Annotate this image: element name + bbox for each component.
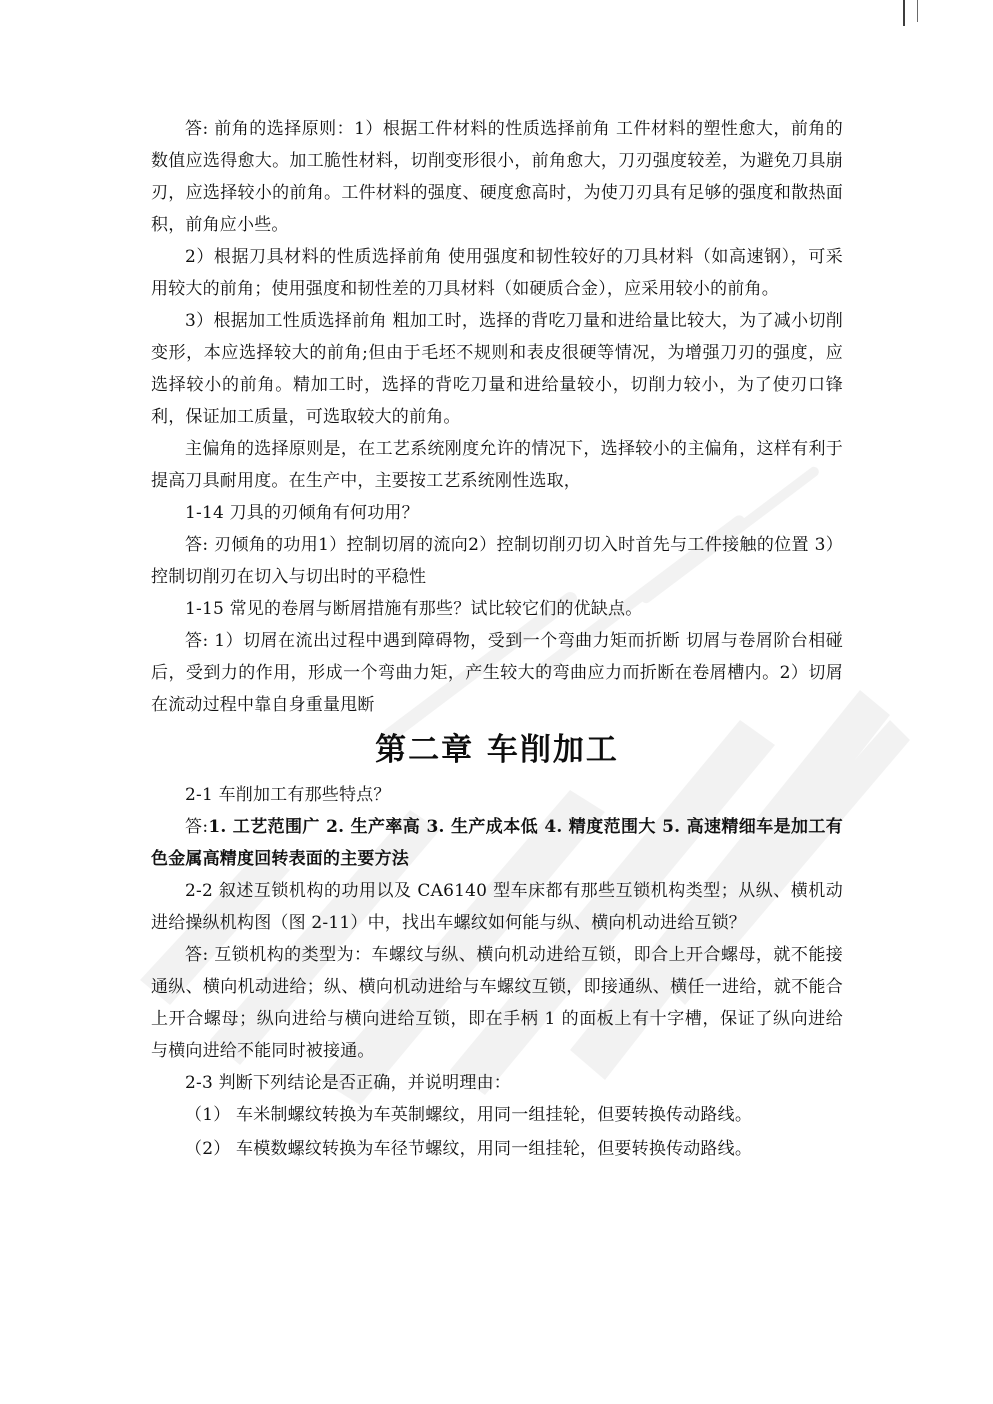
answer-1-15: 答: 1）切屑在流出过程中遇到障碍物，受到一个弯曲力矩而折断 切屑与卷屑阶台相碰后，受到力的作用，形成一个弯曲力矩，产生较大的弯曲应力而折断在卷屑槽内。2）切屑在流动过程中靠自身重量甩断 — [151, 631, 843, 715]
answer-1-14: 答: 刃倾角的功用1）控制切屑的流向2）控制切削刃切入时首先与工件接触的位置 3）控制切削刃在切入与切出时的平稳性 — [151, 535, 843, 587]
answer-label: 答: — [185, 817, 209, 837]
top-crop-mark — [903, 0, 905, 26]
statement-2-3-2: （2） 车模数螺纹转换为车径节螺纹，用同一组挂轮，但要转换传动路线。 — [185, 1139, 753, 1159]
answer-2-1-bold-text: 1. 工艺范围广 2. 生产率高 3. 生产成本低 4. 精度范围大 5. 高速精细车是加工有色金属高精度回转表面的主要方法 — [151, 817, 843, 869]
answer-2-1 — [151, 811, 843, 875]
paragraph-rake-angle-answer: 答: 前角的选择原则：1）根据工件材料的性质选择前角 工件材料的塑性愈大，前角的数值应选得愈大。加工脆性材料，切削变形很小，前角愈大，刀刃强度较差，为避免刀具崩刃，应选择较小的前角。工件材料的强度、硬度愈高时，为使刀刃具有足够的强度和散热面积，前角应小些。 — [151, 119, 843, 235]
statement-2-3-1: （1） 车米制螺纹转换为车英制螺纹，用同一组挂轮，但要转换传动路线。 — [185, 1105, 753, 1125]
question-2-2: 2-2 叙述互锁机构的功用以及 CA6140 型车床都有那些互锁机构类型；从纵、横机动进给操纵机构图（图 2-11）中，找出车螺纹如何能与纵、横向机动进给互锁？ — [151, 881, 843, 933]
chapter-title: 第二章 车削加工 — [375, 732, 619, 768]
question-1-15: 1-15 常见的卷屑与断屑措施有那些？试比较它们的优缺点。 — [185, 599, 643, 619]
question-2-1: 2-1 车削加工有那些特点？ — [185, 785, 391, 805]
question-1-14: 1-14 刀具的刃倾角有何功用？ — [185, 503, 419, 523]
top-crop-mark-secondary — [917, 0, 918, 22]
answer-2-2: 答: 互锁机构的类型为：车螺纹与纵、横向机动进给互锁，即合上开合螺母，就不能接通纵、横向机动进给；纵、横向机动进给与车螺纹互锁，即接通纵、横任一进给，就不能合上开合螺母；纵向进给与横向进给互锁，即在手柄 1 的面板上有十字槽，保证了纵向进给与横向进给不能同时被接通。 — [151, 945, 843, 1061]
question-2-3: 2-3 判断下列结论是否正确，并说明理由： — [185, 1073, 511, 1093]
paragraph-main-deflection-angle: 主偏角的选择原则是，在工艺系统刚度允许的情况下，选择较小的主偏角，这样有利于提高刀具耐用度。在生产中，主要按工艺系统刚性选取， — [151, 439, 843, 491]
paragraph-rake-angle-processing: 3）根据加工性质选择前角 粗加工时，选择的背吃刀量和进给量比较大，为了减小切削变形，本应选择较大的前角;但由于毛坯不规则和表皮很硬等情况，为增强刀刃的强度，应选择较小的前角。精加工时，选择的背吃刀量和进给量较小，切削力较小，为了使刃口锋利，保证加工质量，可选取较大的前角。 — [151, 311, 843, 427]
paragraph-rake-angle-tool-material: 2）根据刀具材料的性质选择前角 使用强度和韧性较好的刀具材料（如高速钢），可采用较大的前角；使用强度和韧性差的刀具材料（如硬质合金），应采用较小的前角。 — [151, 247, 843, 299]
document-content — [151, 113, 843, 1165]
